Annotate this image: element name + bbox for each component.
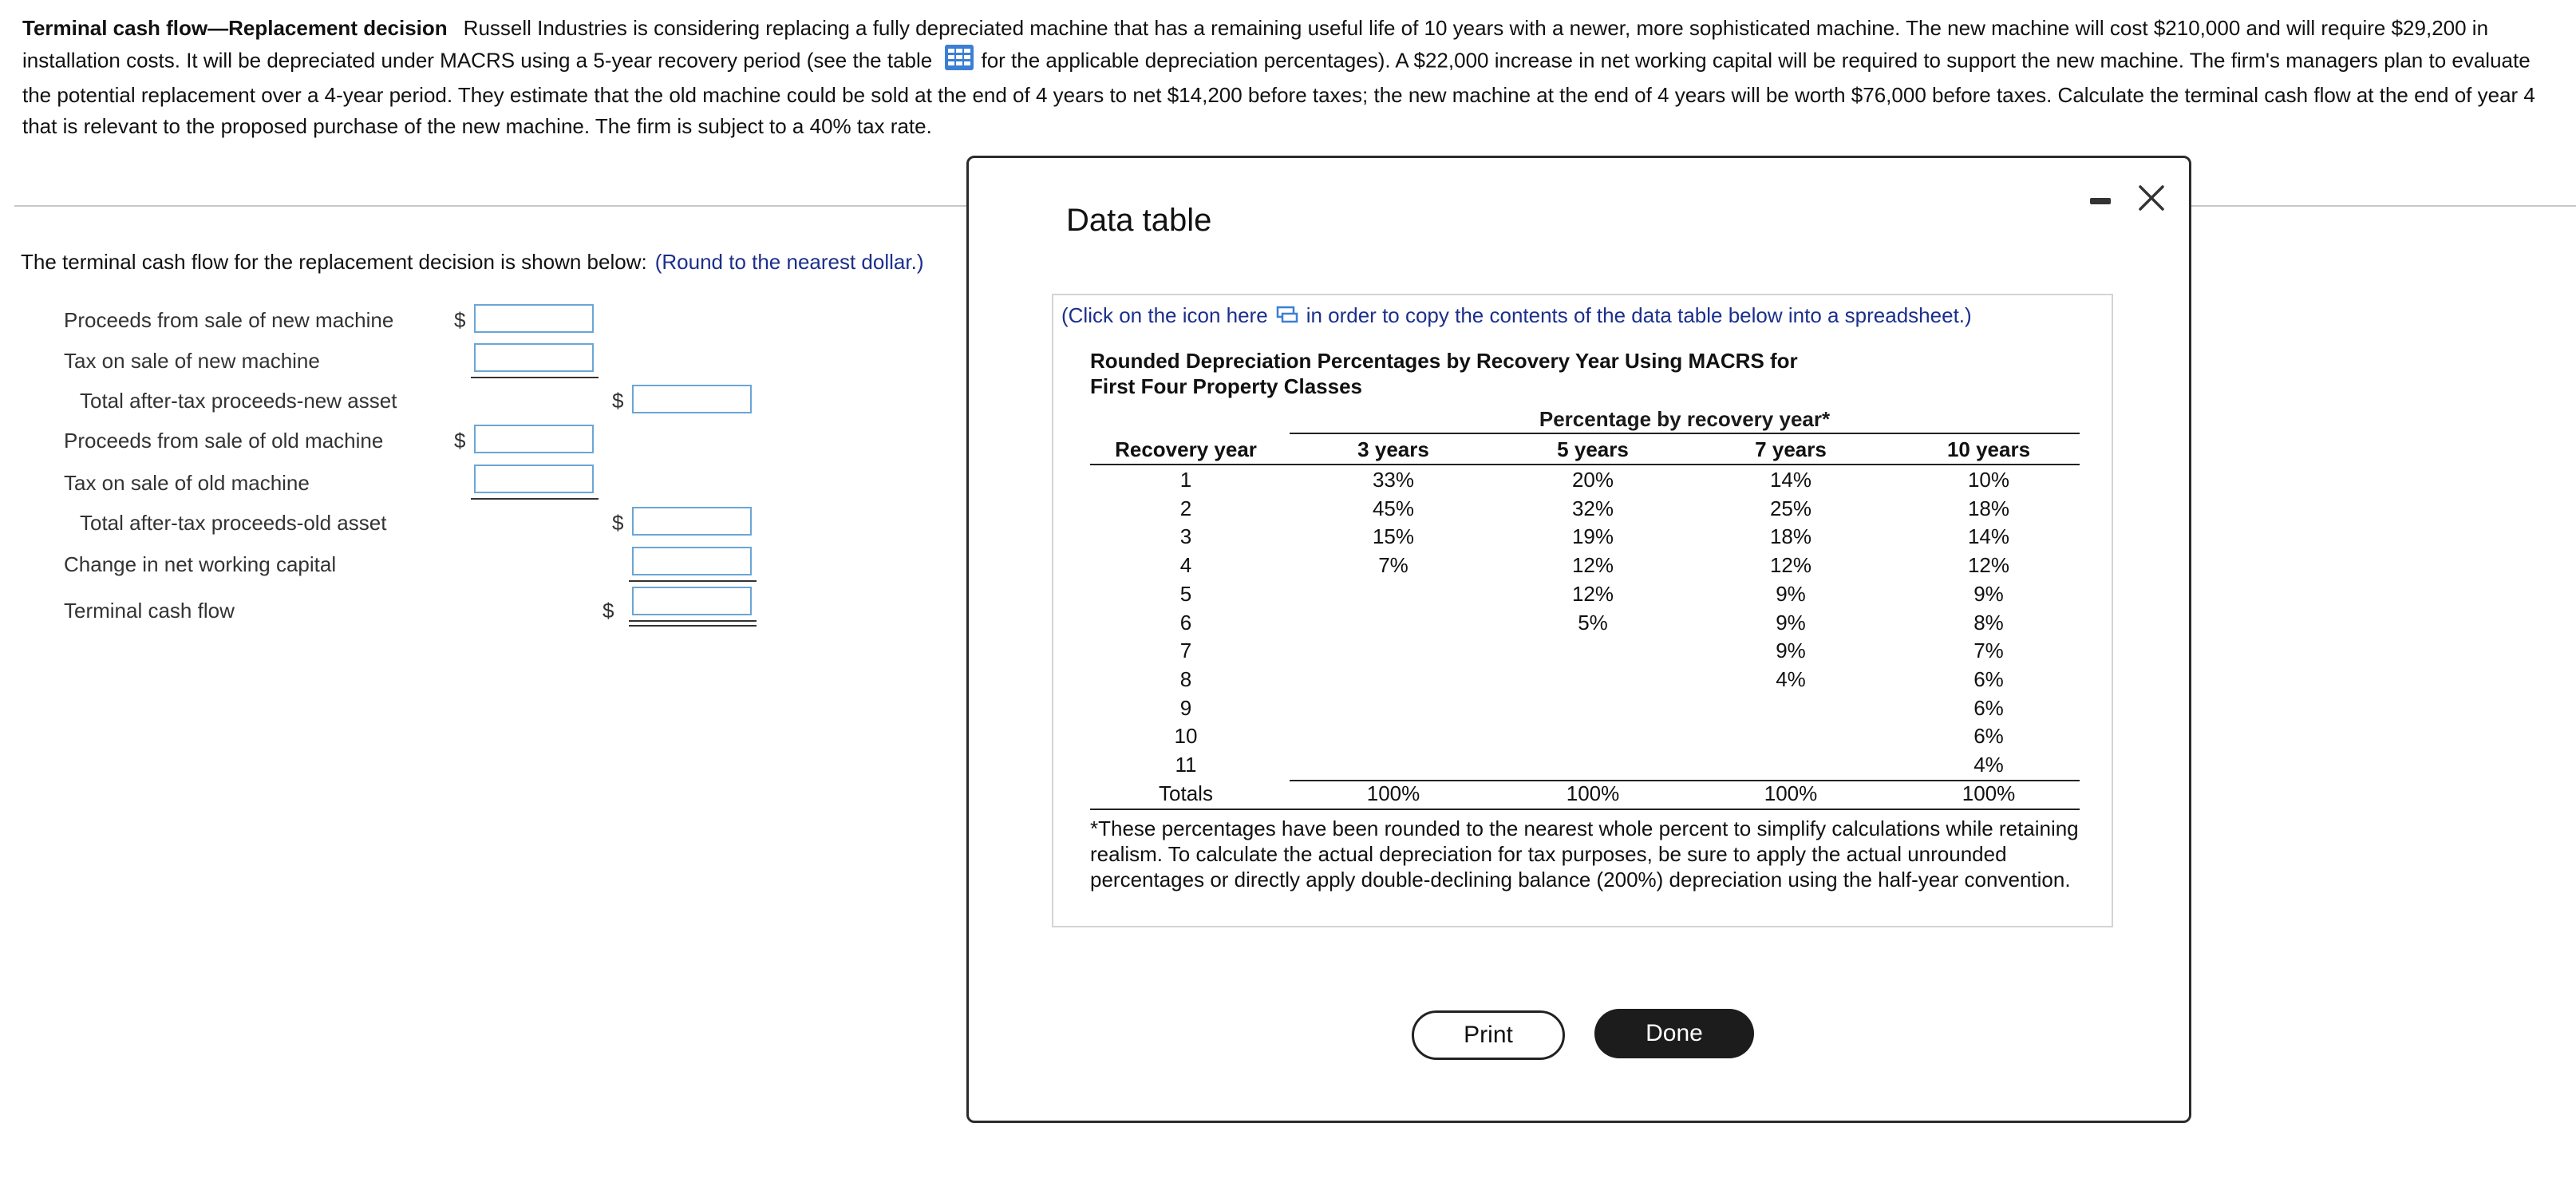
dollar-sign: $ bbox=[454, 308, 466, 332]
table-cell: 6 bbox=[1179, 610, 1192, 635]
table-cell: 9% bbox=[1776, 610, 1806, 635]
row-label-tax-new: Tax on sale of new machine bbox=[64, 349, 320, 373]
proceeds-old-input[interactable] bbox=[474, 425, 594, 453]
copy-note-text: (Click on the icon here bbox=[1061, 303, 1268, 327]
row-label-proceeds-new: Proceeds from sale of new machine bbox=[64, 308, 394, 332]
table-cell: 6% bbox=[1973, 724, 2004, 749]
table-title-line1: Rounded Depreciation Percentages by Recovery Year Using MACRS for bbox=[1090, 349, 1798, 373]
header-rule bbox=[1290, 433, 2080, 434]
rounding-hint: (Round to the nearest dollar.) bbox=[654, 250, 924, 274]
row-label-total-old: Total after-tax proceeds-old asset bbox=[80, 511, 387, 535]
dollar-sign: $ bbox=[603, 599, 614, 623]
row-label-terminal: Terminal cash flow bbox=[64, 599, 235, 623]
table-cell: 8 bbox=[1179, 666, 1192, 691]
totals-cell: 100% bbox=[1962, 781, 2016, 805]
table-cell: 3 bbox=[1179, 524, 1192, 549]
column-header: Recovery year bbox=[1115, 437, 1257, 461]
table-cell: 19% bbox=[1571, 524, 1614, 549]
table-cell: 9% bbox=[1973, 581, 2004, 606]
problem-text-part1: Russell Industries is considering replacing a fully depreciated machine that has a remaining useful life of 10 years with a newer, more sophisticated machine. The new machine will cost $210,000 and will require $29,200 in installation costs. It will be depreciated under MACRS using a 5-year recovery period (see the table bbox=[22, 16, 2489, 73]
table-cell: 45% bbox=[1372, 496, 1415, 520]
subtotal-underline bbox=[471, 498, 599, 500]
tax-old-input[interactable] bbox=[474, 465, 594, 493]
table-cell: 4% bbox=[1973, 753, 2004, 777]
table-cell: 5 bbox=[1179, 581, 1192, 606]
pct-header: Percentage by recovery year* bbox=[1539, 407, 1831, 431]
problem-statement bbox=[22, 13, 2544, 142]
table-cell: 10 bbox=[1174, 724, 1198, 749]
table-cell: 6% bbox=[1973, 695, 2004, 720]
column-header: 7 years bbox=[1755, 437, 1827, 461]
table-cell: 1 bbox=[1179, 468, 1192, 492]
table-icon[interactable] bbox=[944, 44, 974, 80]
table-bottom-rule bbox=[1090, 809, 2080, 810]
proceeds-new-input[interactable] bbox=[474, 304, 594, 333]
table-cell: 4 bbox=[1179, 553, 1192, 578]
tax-new-input[interactable] bbox=[474, 343, 594, 372]
table-cell: 10% bbox=[1967, 468, 2010, 492]
totals-cell: 100% bbox=[1764, 781, 1818, 805]
table-cell: 9% bbox=[1776, 581, 1806, 606]
table-cell: 14% bbox=[1967, 524, 2010, 549]
table-cell: 12% bbox=[1571, 553, 1614, 578]
totals-label: Totals bbox=[1159, 781, 1213, 805]
modal-title: Data table bbox=[1066, 203, 1212, 238]
table-cell: 12% bbox=[1769, 553, 1812, 578]
nwc-input[interactable] bbox=[632, 547, 752, 575]
column-header: 10 years bbox=[1946, 437, 2031, 461]
dollar-sign: $ bbox=[454, 429, 466, 453]
table-cell: 5% bbox=[1578, 610, 1608, 635]
row-label-tax-old: Tax on sale of old machine bbox=[64, 471, 310, 495]
table-cell: 25% bbox=[1769, 496, 1812, 520]
totals-cell: 100% bbox=[1566, 781, 1620, 805]
table-cell: 7 bbox=[1179, 639, 1192, 663]
copy-note-text-rest: in order to copy the contents of the data table below into a spreadsheet.) bbox=[1306, 303, 1972, 327]
dollar-sign: $ bbox=[612, 389, 624, 413]
copy-icon[interactable] bbox=[1276, 305, 1298, 330]
subtotal-underline bbox=[471, 377, 599, 378]
total-new-input[interactable] bbox=[632, 385, 752, 413]
subtotal-underline bbox=[629, 580, 757, 582]
table-cell: 9 bbox=[1179, 695, 1192, 720]
dollar-sign: $ bbox=[612, 511, 624, 535]
column-header: 3 years bbox=[1357, 437, 1429, 461]
totals-cell: 100% bbox=[1366, 781, 1420, 805]
table-cell: 14% bbox=[1769, 468, 1812, 492]
table-cell: 18% bbox=[1967, 496, 2010, 520]
footnote: *These percentages have been rounded to the nearest whole percent to simplify calculations while retaining realism. To calculate the actual depreciation for tax purposes, be sure to apply the actual unrounded percentages or directly apply double-declining balance (200%) depreciation using the half-year convention. bbox=[1090, 816, 2079, 892]
double-underline-bottom bbox=[629, 625, 757, 627]
table-cell: 33% bbox=[1372, 468, 1415, 492]
problem-text-part2: for the applicable depreciation percentages). A $22,000 increase in net working capital will be required to support the new machine. The firm's managers plan to evaluate the potential replacement over a 4-year period. They estimate that the old machine could be sold at the end of 4 years to net $14,200 before taxes; the new machine at the end of 4 years will be worth $76,000 before taxes. Calculate the terminal cash flow at the end of year 4 that is relevant to the proposed purchase of the new machine. The firm is subject to a 40% tax rate. bbox=[22, 48, 2535, 138]
table-cell: 7% bbox=[1378, 553, 1409, 578]
table-cell: 2 bbox=[1179, 496, 1192, 520]
minimize-icon[interactable] bbox=[2090, 198, 2111, 204]
table-cell: 11 bbox=[1175, 753, 1197, 777]
column-header: 5 years bbox=[1557, 437, 1629, 461]
table-cell: 7% bbox=[1973, 639, 2004, 663]
table-title-line2: First Four Property Classes bbox=[1090, 374, 1362, 398]
problem-title: Terminal cash flow—Replacement decision bbox=[22, 16, 448, 40]
print-button[interactable]: Print bbox=[1412, 1010, 1565, 1060]
table-title bbox=[1090, 348, 1798, 399]
column-header-rule bbox=[1090, 464, 2080, 465]
terminal-cash-flow-input[interactable] bbox=[632, 587, 752, 615]
row-label-proceeds-old: Proceeds from sale of old machine bbox=[64, 429, 384, 453]
table-cell: 20% bbox=[1571, 468, 1614, 492]
row-label-total-new: Total after-tax proceeds-new asset bbox=[80, 389, 397, 413]
close-icon[interactable] bbox=[2135, 182, 2167, 214]
table-cell: 12% bbox=[1967, 553, 2010, 578]
done-button[interactable]: Done bbox=[1594, 1009, 1754, 1058]
table-cell: 6% bbox=[1973, 666, 2004, 691]
table-cell: 18% bbox=[1769, 524, 1812, 549]
table-cell: 12% bbox=[1571, 581, 1614, 606]
table-cell: 8% bbox=[1973, 610, 2004, 635]
table-cell: 4% bbox=[1776, 666, 1806, 691]
data-table-modal bbox=[966, 156, 2191, 1123]
double-underline-top bbox=[629, 620, 757, 622]
table-cell: 9% bbox=[1776, 639, 1806, 663]
form-intro-text: The terminal cash flow for the replacement decision is shown below: bbox=[21, 250, 647, 274]
form-intro bbox=[21, 250, 923, 275]
row-label-nwc: Change in net working capital bbox=[64, 552, 337, 576]
copy-note bbox=[1061, 303, 1972, 330]
table-cell: 15% bbox=[1372, 524, 1415, 549]
data-table-container bbox=[1052, 294, 2113, 927]
total-old-input[interactable] bbox=[632, 507, 752, 536]
table-cell: 32% bbox=[1571, 496, 1614, 520]
